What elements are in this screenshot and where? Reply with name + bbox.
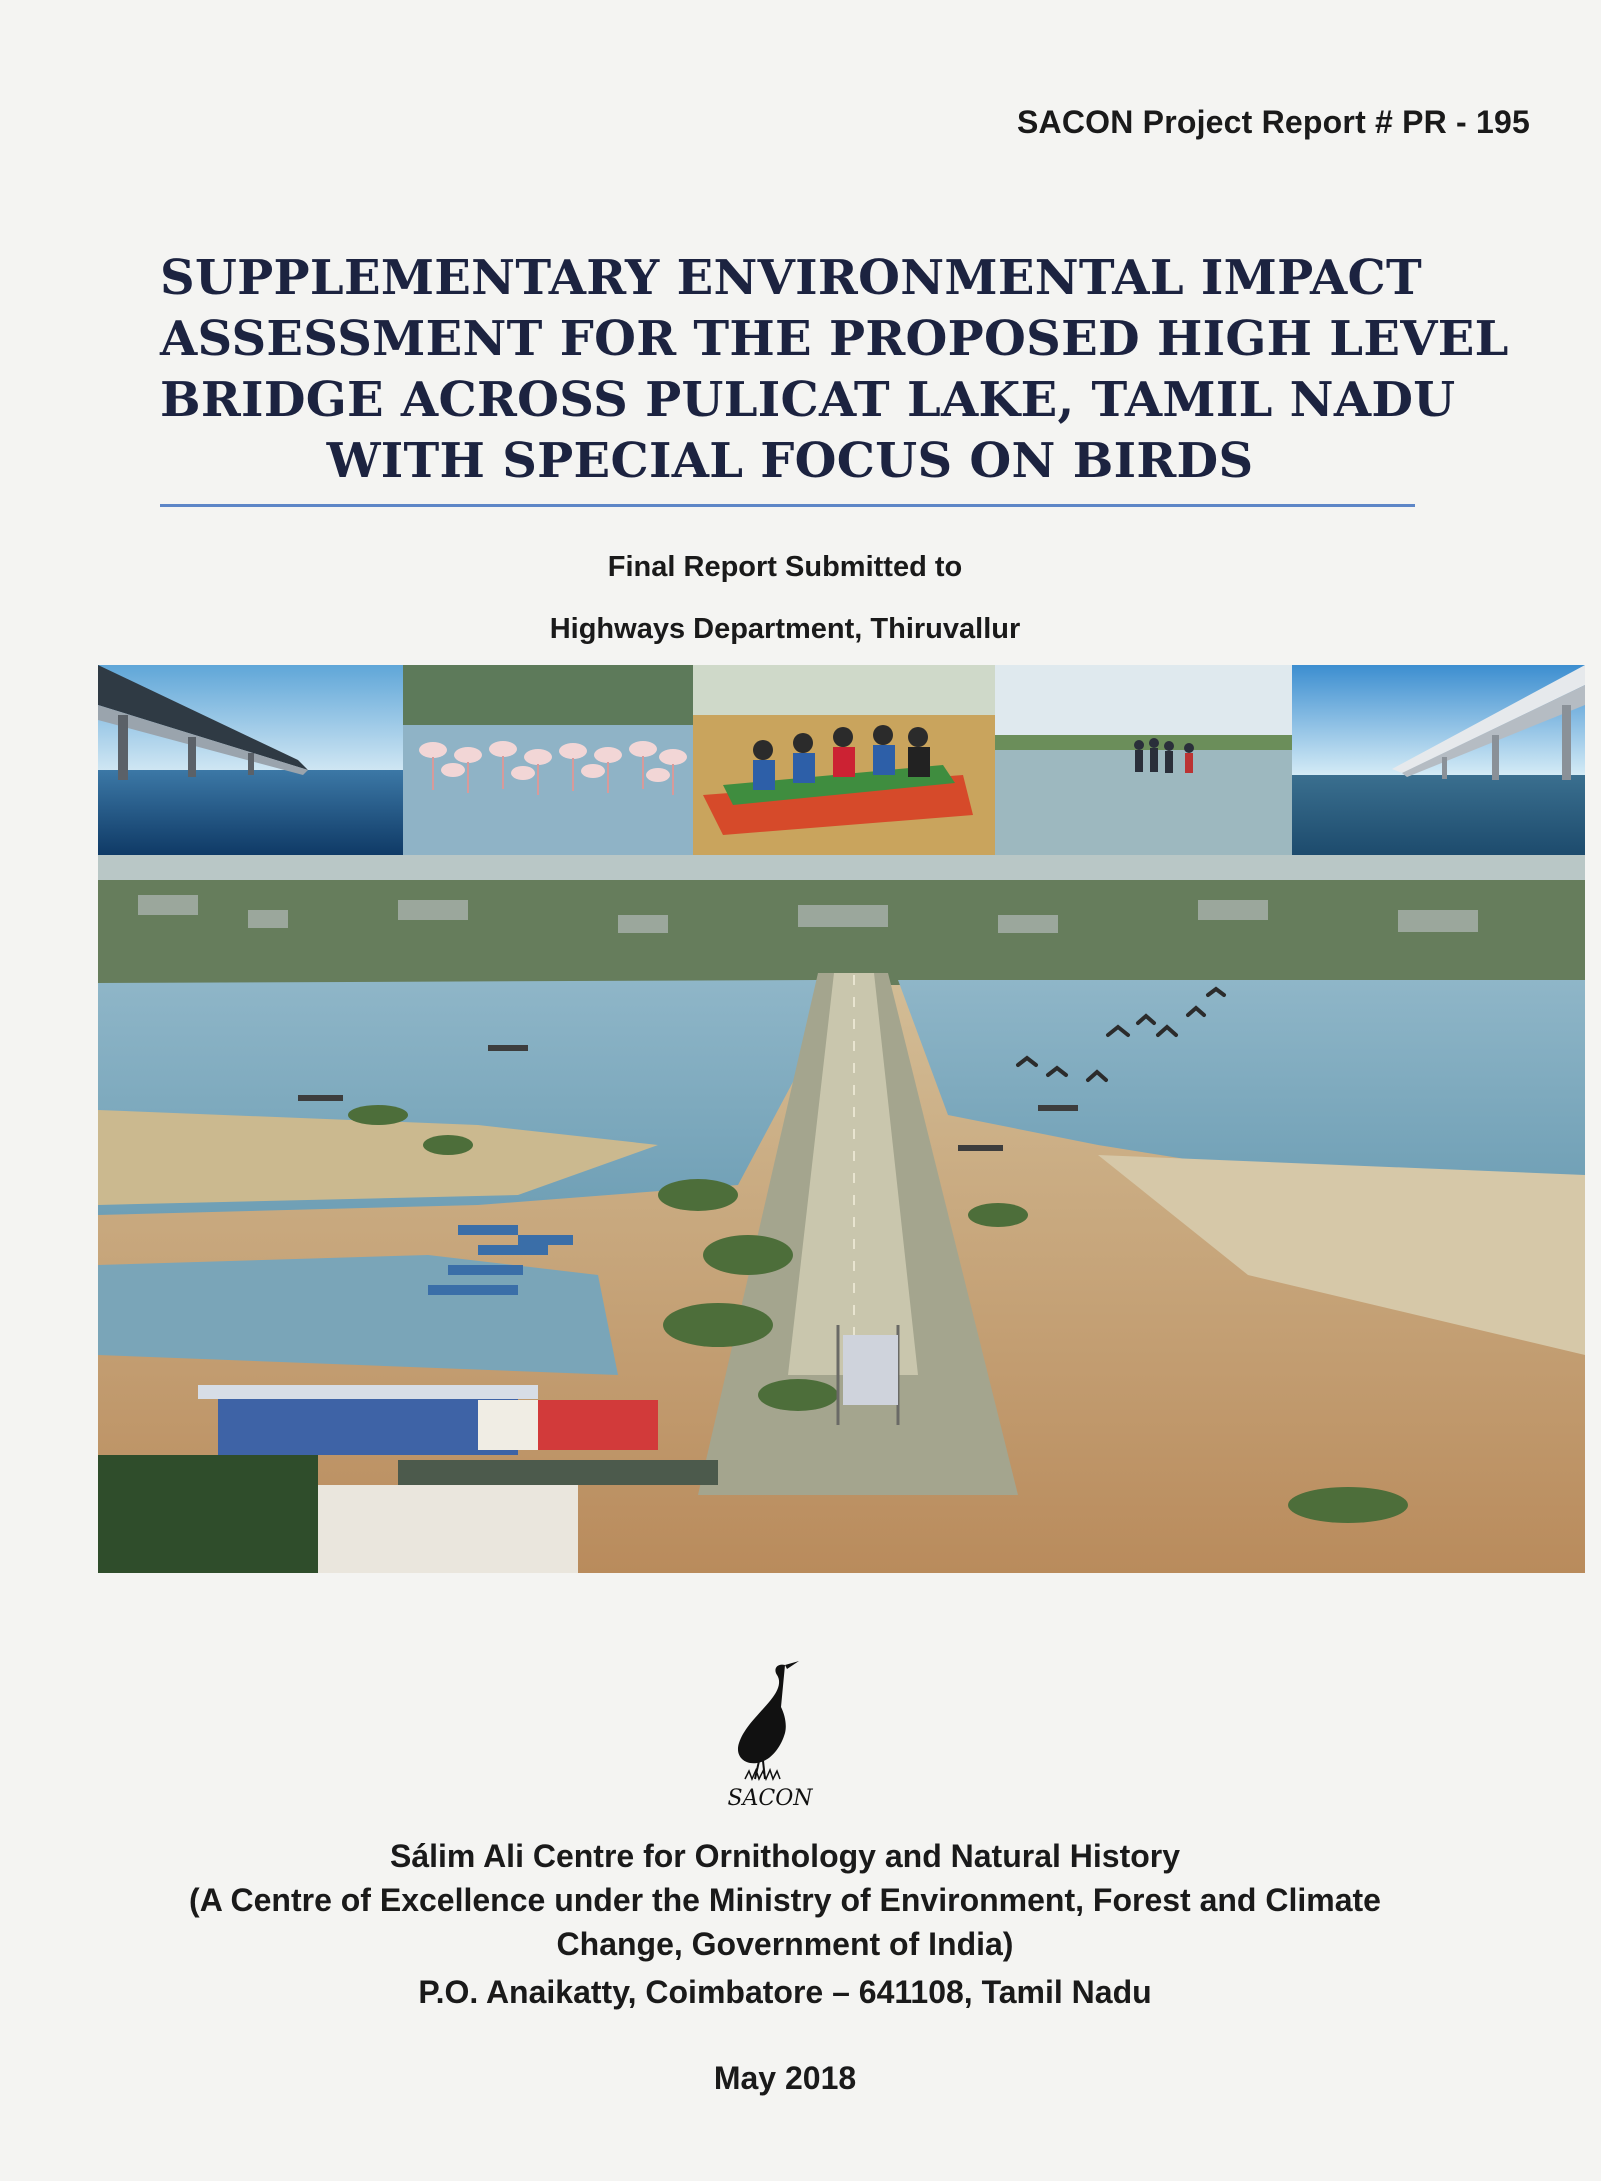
organization-affiliation-cont: Change, Government of India): [556, 1926, 1014, 1962]
organization-address: P.O. Anaikatty, Coimbatore – 641108, Tamil Nadu: [418, 1974, 1152, 2010]
aerial-causeway-photo-icon: [98, 855, 1585, 1573]
bird-logo-icon: [715, 1655, 825, 1815]
submitted-to-department: Highways Department, Thiruvallur: [549, 613, 1021, 645]
logo-text: SACON: [727, 1786, 813, 1811]
title-line: SUPPLEMENTARY ENVIRONMENTAL IMPACT: [160, 250, 1423, 306]
organization-name: Sálim Ali Centre for Ornithology and Natural History: [389, 1838, 1181, 1874]
submitted-to-label: Final Report Submitted to: [607, 551, 963, 583]
title-line: BRIDGE ACROSS PULICAT LAKE, TAMIL NADU: [160, 372, 1456, 428]
wading-people-photo-icon: [995, 665, 1292, 855]
bridge-photo-icon: [98, 665, 403, 855]
report-title: [160, 248, 1509, 492]
title-line: WITH SPECIAL FOCUS ON BIRDS: [326, 433, 1254, 489]
title-divider: [160, 504, 1415, 507]
report-number: SACON Project Report # PR - 195: [1017, 104, 1530, 140]
bridge-photo-icon: [1292, 665, 1585, 855]
report-date: May 2018: [713, 2060, 857, 2096]
photo-strip: [98, 665, 1585, 855]
boat-photo-icon: [693, 665, 995, 855]
organization-affiliation: (A Centre of Excellence under the Ministry of Environment, Forest and Climate: [189, 1882, 1381, 1918]
title-line: ASSESSMENT FOR THE PROPOSED HIGH LEVEL: [160, 311, 1509, 367]
flamingos-photo-icon: [403, 665, 693, 855]
